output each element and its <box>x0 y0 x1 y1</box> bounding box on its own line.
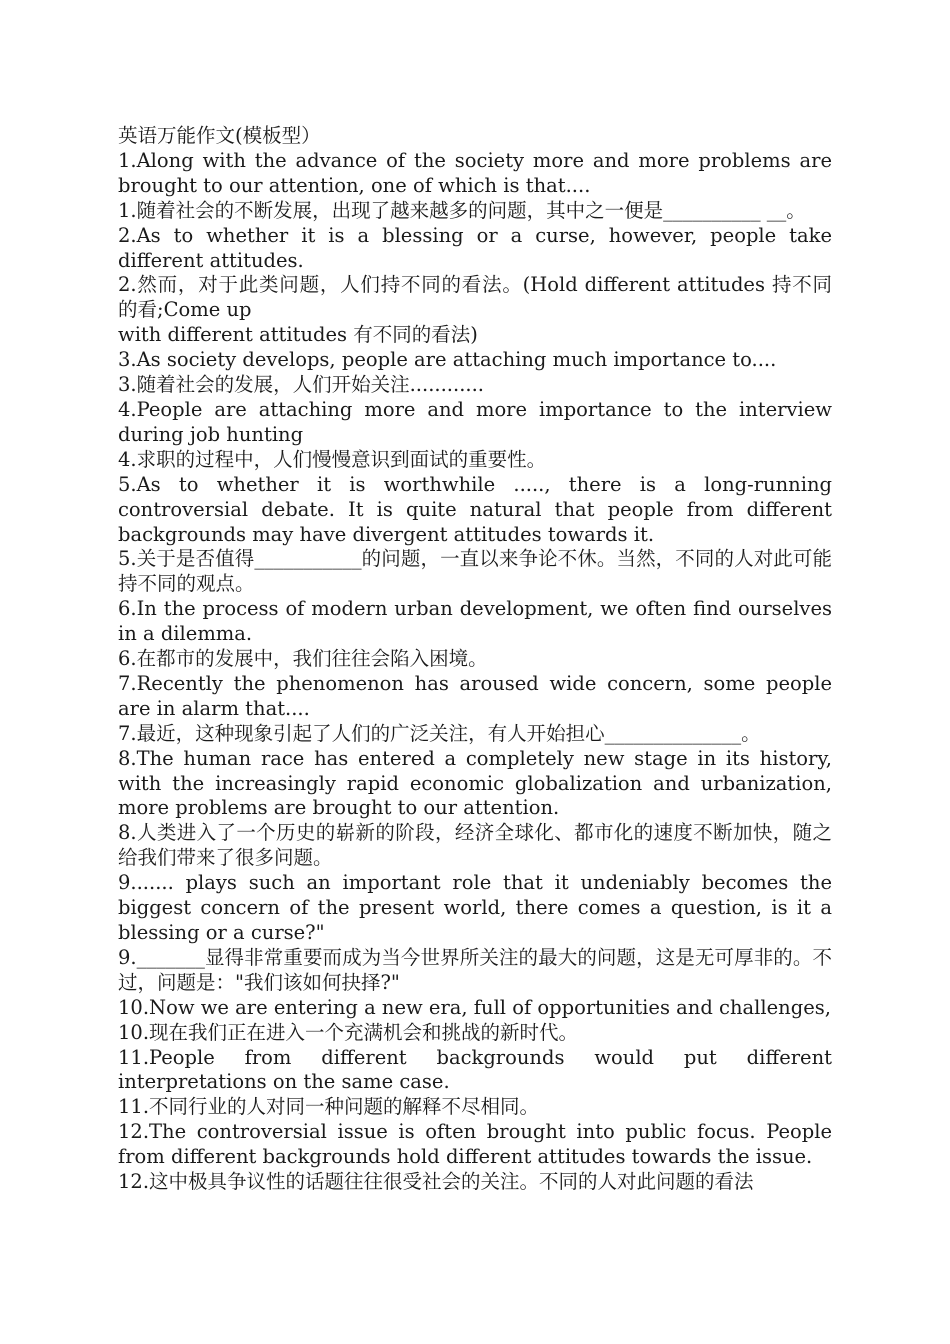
text-line: 5.As to whether it is worthwhile ....., there is a long-running controversial debate. It is quite natural that people from different backgrounds may have divergent attitudes towards it. <box>118 472 832 546</box>
text-line: 5.关于是否值得___________的问题，一直以来争论不休。当然，不同的人对此可能持不同的观点。 <box>118 547 832 596</box>
text-line: 7.Recently the phenomenon has aroused wide concern, some people are in alarm that.... <box>118 671 832 720</box>
text-line: 12.The controversial issue is often brought into public focus. People from different backgrounds hold different attitudes towards the issue. <box>118 1120 832 1169</box>
text-line: 6.在都市的发展中，我们往往会陷入困境。 <box>118 647 488 671</box>
text-line: 10.Now we are entering a new era, full of opportunities and challenges, <box>118 995 831 1019</box>
text-line: 1.Along with the advance of the society more and more problems are brought to our attention, one of which is that.... <box>118 148 832 197</box>
text-line: 4.求职的过程中，人们慢慢意识到面试的重要性。 <box>118 447 547 471</box>
text-line: with different attitudes 有不同的看法) <box>118 323 478 347</box>
text-line: 9._______显得非常重要而成为当今世界所关注的最大的问题，这是无可厚非的。不过，问题是："我们该如何抉择?" <box>118 945 832 994</box>
text-line: 8.人类进入了一个历史的崭新的阶段，经济全球化、都市化的速度不断加快，随之给我们带来了很多问题。 <box>118 821 832 870</box>
text-line: 10.现在我们正在进入一个充满机会和挑战的新时代。 <box>118 1020 579 1044</box>
text-line: 2.然而，对于此类问题，人们持不同的看法。(Hold different attitudes 持不同的看;Come up <box>118 273 832 322</box>
text-line: 11.不同行业的人对同一种问题的解释不尽相同。 <box>118 1095 540 1119</box>
text-line: 6.In the process of modern urban development, we often find ourselves in a dilemma. <box>118 597 832 646</box>
text-line: 11.People from different backgrounds would put different interpretations on the same case. <box>118 1045 832 1094</box>
text-line: 3.As society develops, people are attaching much importance to.... <box>118 348 777 372</box>
text-line: 2.As to whether it is a blessing or a curse, however, people take different attitudes. <box>118 223 832 272</box>
text-line: 1.随着社会的不断发展，出现了越来越多的问题，其中之一便是__________ __。 <box>118 198 806 222</box>
document-title: 英语万能作文(模板型） <box>118 124 321 147</box>
text-line: 7.最近，这种现象引起了人们的广泛关注，有人开始担心______________。 <box>118 721 761 745</box>
document-body <box>118 124 832 1195</box>
text-line: 8.The human race has entered a completely new stage in its history, with the increasingly rapid economic globalization and urbanization, more problems are brought to our attention. <box>118 746 832 820</box>
text-line: 9....... plays such an important role that it undeniably becomes the biggest concern of the present world, there comes a question, is it a blessing or a curse?" <box>118 871 832 944</box>
text-line: 3.随着社会的发展，人们开始关注............ <box>118 373 484 397</box>
text-line: 4.People are attaching more and more importance to the interview during job hunting <box>118 397 832 446</box>
text-line: 12.这中极具争议性的话题往往很受社会的关注。不同的人对此问题的看法 <box>118 1170 754 1194</box>
